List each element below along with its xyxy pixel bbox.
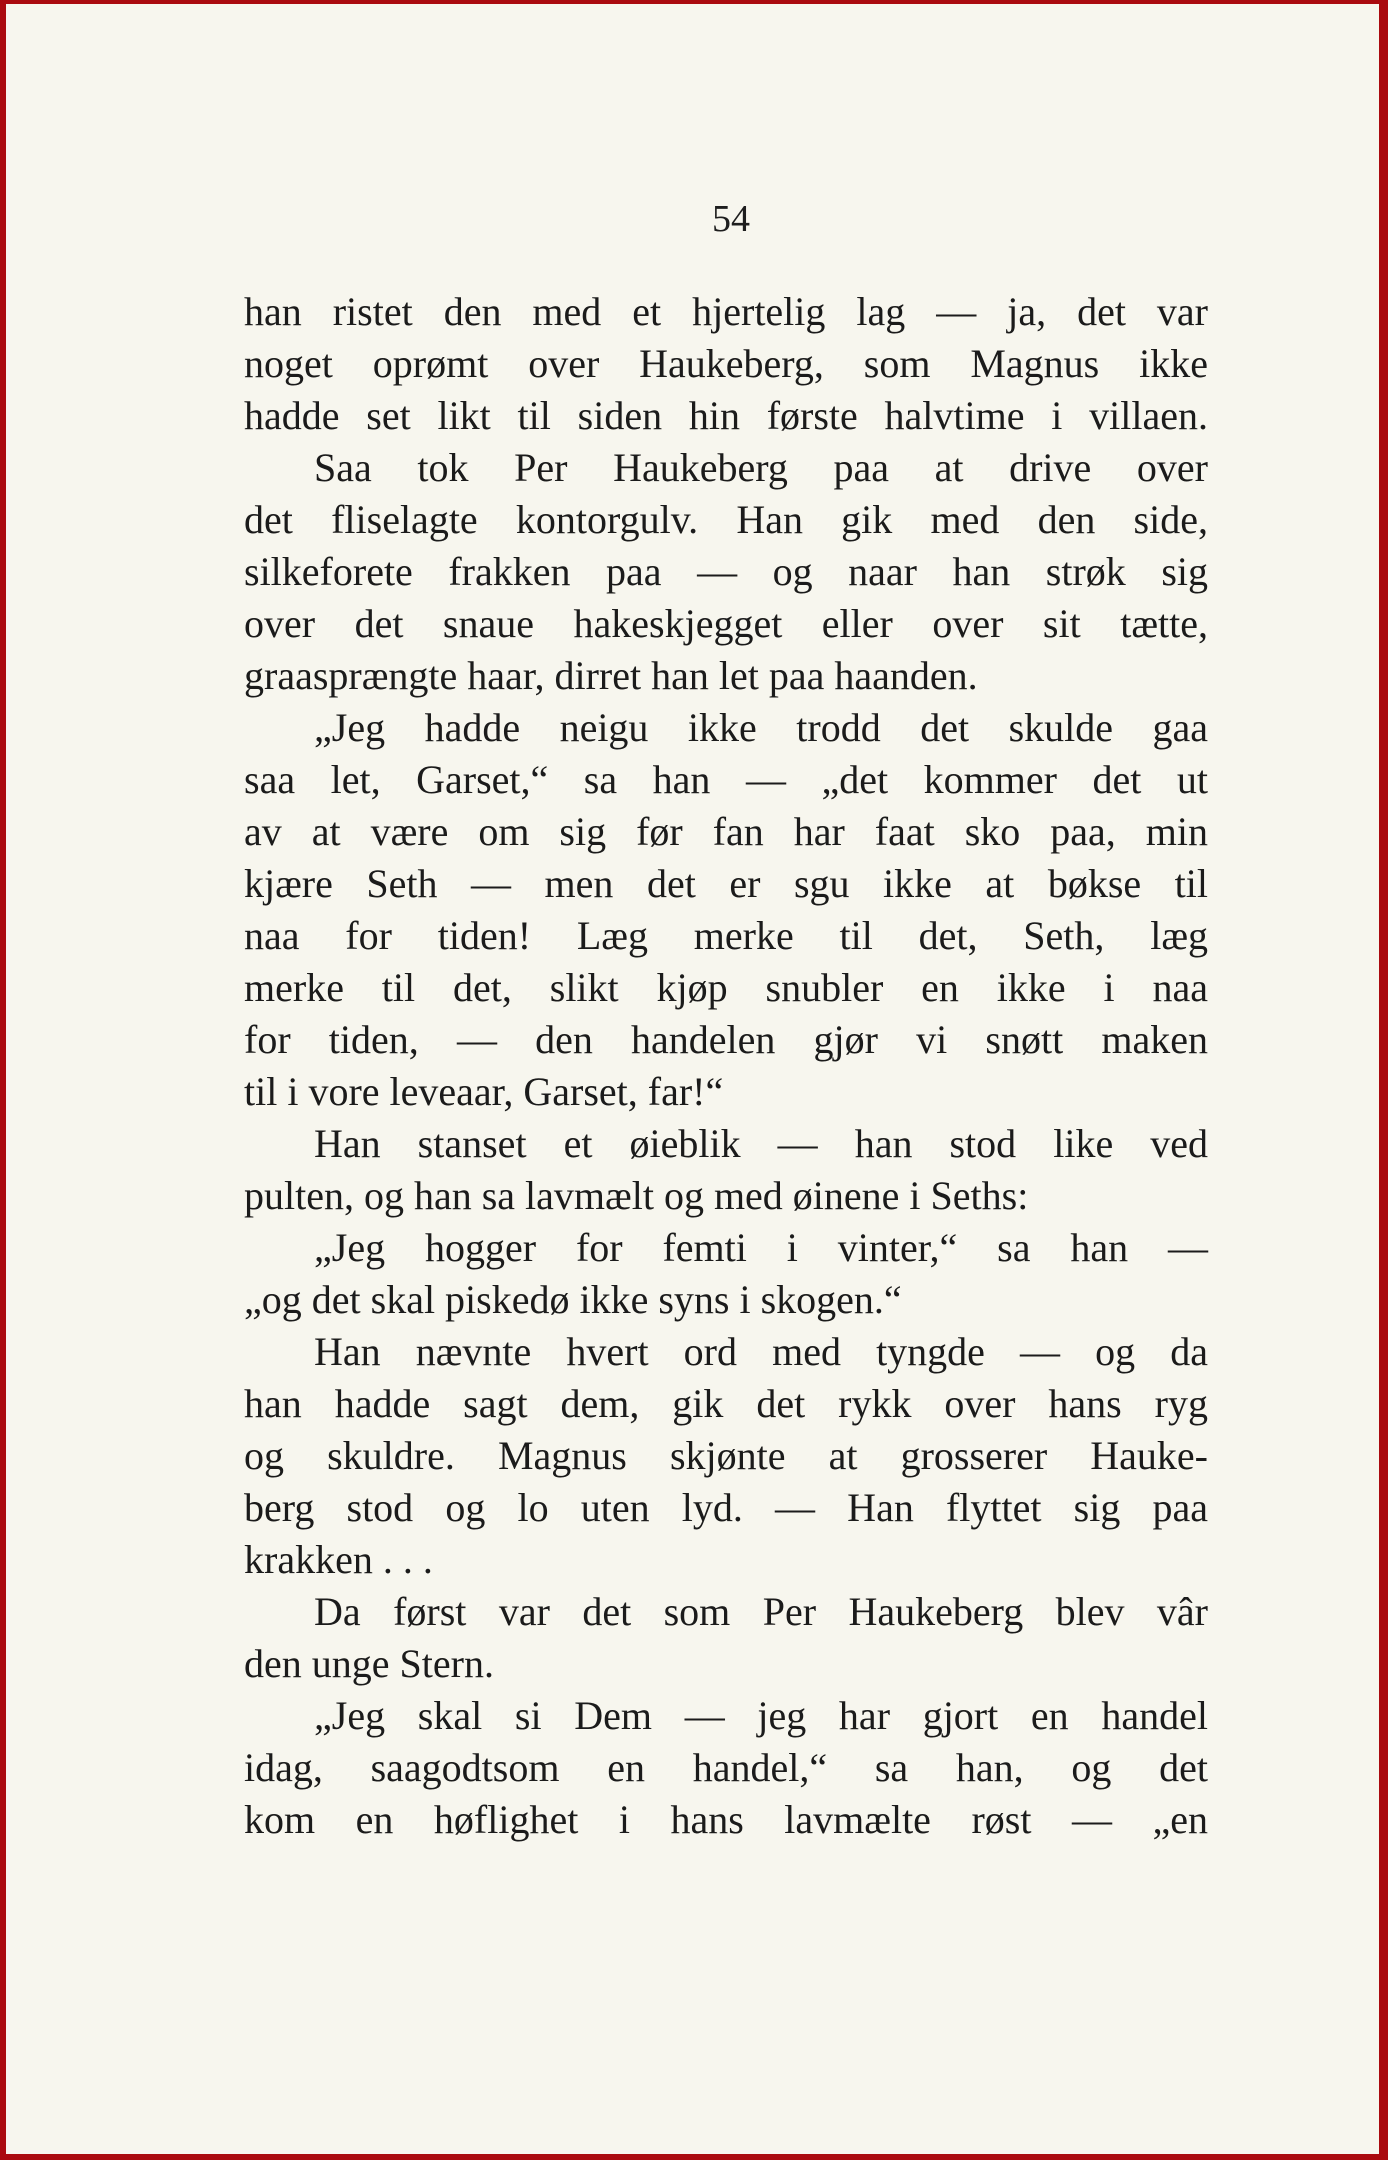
text-line: og skuldre. Magnus skjønte at grosserer Hauke- [244,1433,1208,1478]
text-line: for tiden, — den handelen gjør vi snøtt maken [244,1017,1208,1062]
text-line: silkeforete frakken paa — og naar han strøk sig [244,549,1208,594]
body-text [244,286,1208,1846]
text-line: berg stod og lo uten lyd. — Han flyttet sig paa [244,1485,1208,1530]
text-line: over det snaue hakeskjegget eller over sit tætte, [244,601,1208,646]
text-line: „Jeg hadde neigu ikke trodd det skulde gaa [314,705,1208,750]
text-line: han ristet den med et hjertelig lag — ja, det var [244,289,1208,334]
text-line: det fliselagte kontorgulv. Han gik med den side, [244,497,1208,542]
text-line: til i vore leveaar, Garset, far!“ [244,1069,724,1114]
book-page [6,4,1379,2154]
text-line: graasprængte haar, dirret han let paa haanden. [244,653,978,698]
text-line: „Jeg hogger for femti i vinter,“ sa han — [314,1225,1208,1270]
text-line: han hadde sagt dem, gik det rykk over hans ryg [244,1381,1208,1426]
text-line: kom en høflighet i hans lavmælte røst — „en [244,1797,1208,1842]
text-line: Saa tok Per Haukeberg paa at drive over [314,445,1208,490]
text-line: noget oprømt over Haukeberg, som Magnus ikke [244,341,1208,386]
text-line: den unge Stern. [244,1641,494,1686]
text-line: Da først var det som Per Haukeberg blev vâr [314,1589,1208,1634]
text-line: merke til det, slikt kjøp snubler en ikke i naa [244,965,1208,1010]
text-line: kjære Seth — men det er sgu ikke at bøkse til [244,861,1208,906]
text-line: „og det skal piskedø ikke syns i skogen.“ [244,1277,902,1322]
text-line: krakken . . . [244,1537,433,1582]
text-line: idag, saagodtsom en handel,“ sa han, og det [244,1745,1208,1790]
page-number: 54 [712,198,750,240]
text-line: „Jeg skal si Dem — jeg har gjort en handel [314,1693,1208,1738]
text-line: Han stanset et øieblik — han stod like ved [314,1121,1208,1166]
text-line: saa let, Garset,“ sa han — „det kommer det ut [244,757,1208,802]
text-line: pulten, og han sa lavmælt og med øinene i Seths: [244,1173,1029,1218]
text-line: av at være om sig før fan har faat sko paa, min [244,809,1208,854]
text-line: hadde set likt til siden hin første halvtime i villaen. [244,393,1208,438]
text-line: Han nævnte hvert ord med tyngde — og da [314,1329,1208,1374]
text-line: naa for tiden! Læg merke til det, Seth, læg [244,913,1208,958]
